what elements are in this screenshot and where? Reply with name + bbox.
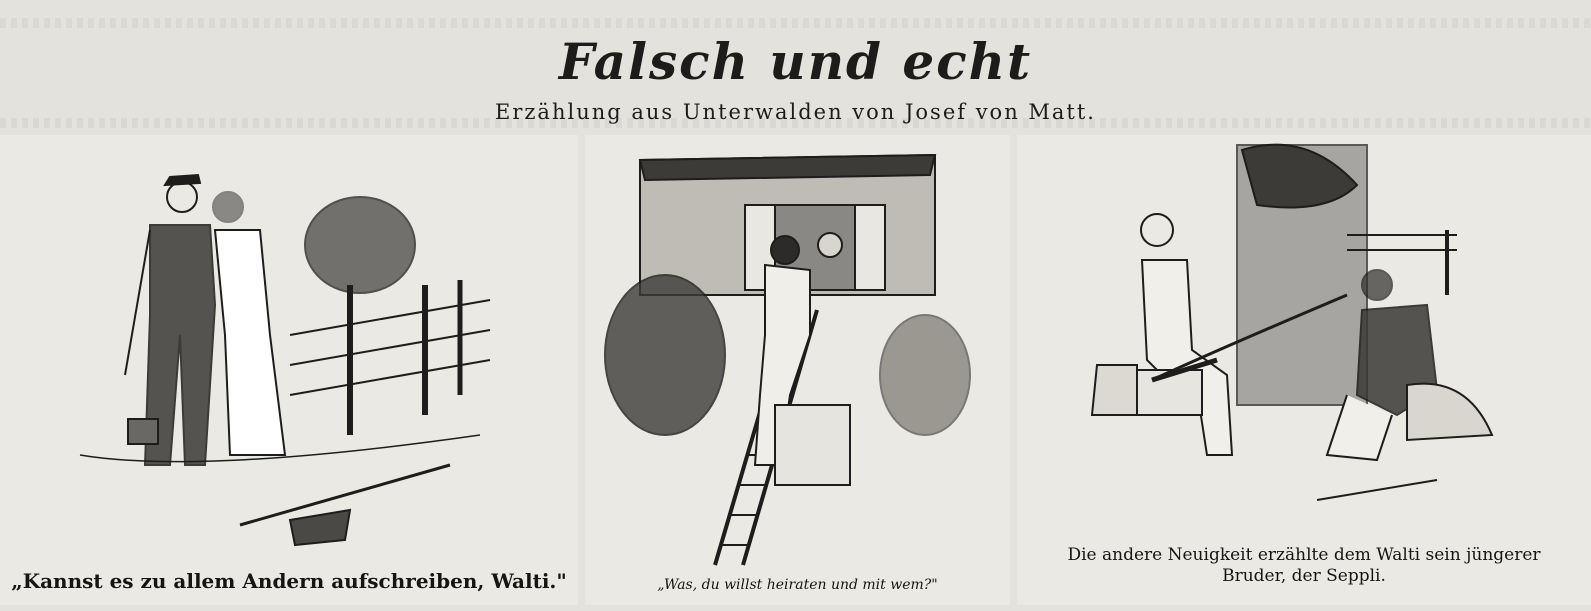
illustration-panel-couple	[0, 135, 578, 605]
story-title: Falsch und echt	[558, 32, 1033, 91]
illustration-panel-brothers	[1017, 135, 1591, 605]
panel-caption: „Kannst es zu allem Andern aufschreiben, Walti."	[11, 569, 567, 593]
illustration-panel-ladder	[585, 135, 1010, 605]
panel-caption	[1017, 545, 1591, 587]
ladder-window-illustration	[585, 135, 1010, 605]
couple-at-fence-illustration	[0, 135, 578, 605]
brothers-scythe-illustration	[1017, 135, 1591, 605]
caption-line-1: Die andere Neuigkeit erzählte dem Walti sein jüngerer	[1067, 545, 1541, 565]
bleed-through-text	[0, 18, 1591, 28]
story-subtitle: Erzählung aus Unterwalden von Josef von Matt.	[495, 100, 1096, 124]
caption-line-2: Bruder, der Seppli.	[1222, 566, 1386, 586]
panel-caption: „Was, du willst heiraten und mit wem?"	[657, 577, 938, 593]
